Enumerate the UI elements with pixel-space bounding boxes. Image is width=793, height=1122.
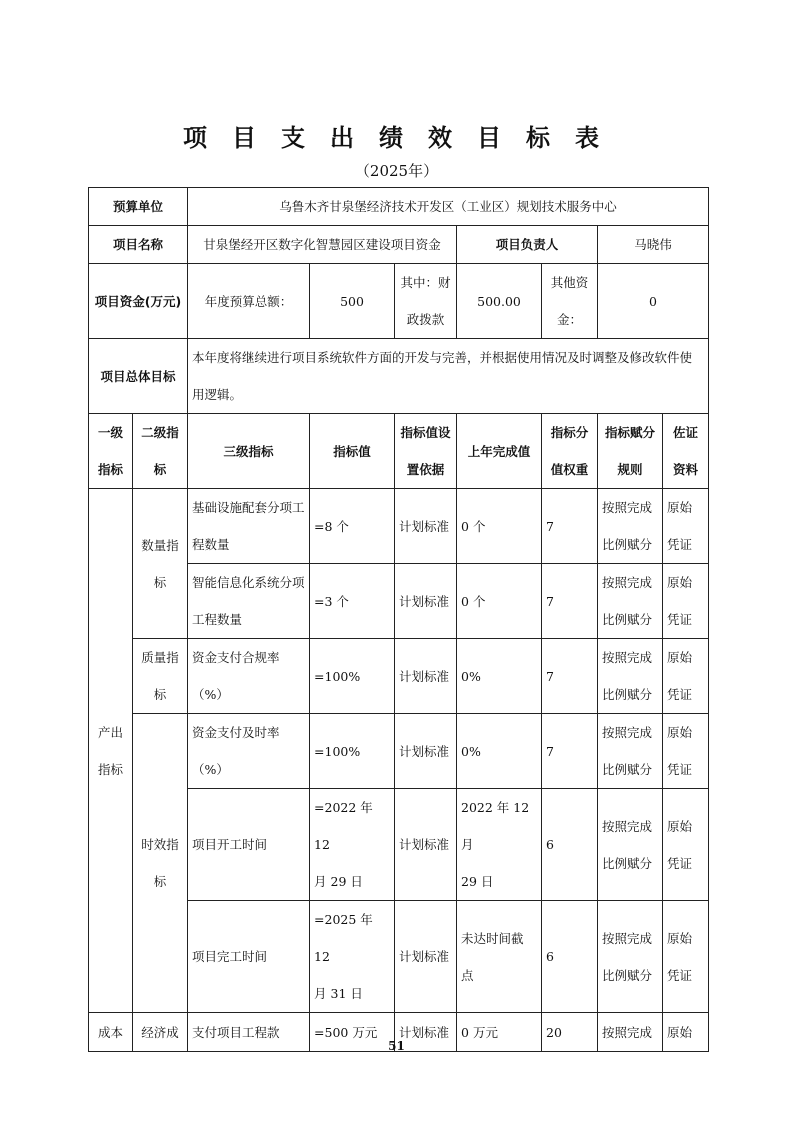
page-subtitle-year: （2025年） [354,162,439,180]
page-number: 51 [388,1039,405,1053]
row-value: =100% [310,639,395,714]
row-evidence: 原始 凭证 [663,714,709,789]
output-indicator-label: 产出 指标 [89,489,133,1013]
row-evidence: 原始 凭证 [663,489,709,564]
fiscal-label: 其中：财 政拨款 [395,264,457,339]
row-last-year: 0 万元 [457,1013,542,1052]
header-value: 指标值 [310,414,395,489]
quality-indicator-label: 质量指 标 [133,639,188,714]
overall-goal-label: 项目总体目标 [89,339,188,414]
project-name-label: 项目名称 [89,226,188,264]
row-evidence: 原始 凭证 [663,564,709,639]
row-last-year: 0% [457,714,542,789]
table-row [89,714,709,789]
annual-budget-value: 500 [310,264,395,339]
row-value: =3 个 [310,564,395,639]
row-rule: 按照完成 比例赋分 [598,639,663,714]
row-evidence: 原始 凭证 [663,901,709,1013]
annual-budget-label: 年度预算总额： [188,264,310,339]
budget-unit-label: 预算单位 [89,188,188,226]
row-value: =8 个 [310,489,395,564]
row-rule: 按照完成 比例赋分 [598,489,663,564]
row-value: =2022 年 12 月 29 日 [310,789,395,901]
project-leader-label: 项目负责人 [457,226,598,264]
row-weight: 20 [542,1013,598,1052]
performance-goals-table [88,187,709,1052]
row-evidence: 原始 凭证 [663,639,709,714]
row-weight: 6 [542,901,598,1013]
row-name: 项目完工时间 [188,901,310,1013]
row-name: 项目开工时间 [188,789,310,901]
row-basis: 计划标准 [395,564,457,639]
row-last-year: 未达时间截 点 [457,901,542,1013]
row-basis: 计划标准 [395,489,457,564]
row-name: 资金支付及时率（%） [188,714,310,789]
row-basis: 计划标准 [395,789,457,901]
row-last-year: 0 个 [457,564,542,639]
row-value: =500 万元 [310,1013,395,1052]
row-name: 基础设施配套分项工 程数量 [188,489,310,564]
overall-goal-value: 本年度将继续进行项目系统软件方面的开发与完善，并根据使用情况及时调整及修改软件使用逻辑。 [188,339,709,414]
row-basis: 计划标准 [395,639,457,714]
row-last-year: 2022 年 12 月 29 日 [457,789,542,901]
row-rule: 按照完成 [598,1013,663,1052]
row-name: 支付项目工程款 [188,1013,310,1052]
header-last-year: 上年完成值 [457,414,542,489]
table-row [89,639,709,714]
cost-indicator-label: 成本 [89,1013,133,1052]
timeliness-indicator-label: 时效指 标 [133,714,188,1013]
row-last-year: 0% [457,639,542,714]
row-weight: 7 [542,714,598,789]
other-funds-label: 其他资 金： [542,264,598,339]
row-evidence: 原始 [663,1013,709,1052]
row-weight: 7 [542,564,598,639]
page-title: 项目支出绩效目标表 [183,124,624,152]
economic-cost-label: 经济成 [133,1013,188,1052]
project-name-value: 甘泉堡经开区数字化智慧园区建设项目资金 [188,226,457,264]
header-level3: 三级指标 [188,414,310,489]
row-name: 资金支付合规率（%） [188,639,310,714]
row-rule: 按照完成 比例赋分 [598,714,663,789]
other-funds-value: 0 [598,264,709,339]
row-last-year: 0 个 [457,489,542,564]
project-leader-value: 马晓伟 [598,226,709,264]
header-weight: 指标分 值权重 [542,414,598,489]
row-basis: 计划标准 [395,714,457,789]
table-row [89,489,709,564]
row-basis: 计划标准 [395,1013,457,1052]
row-name: 智能信息化系统分项 工程数量 [188,564,310,639]
header-basis: 指标值设 置依据 [395,414,457,489]
funds-label: 项目资金(万元) [89,264,188,339]
row-rule: 按照完成 比例赋分 [598,901,663,1013]
row-basis: 计划标准 [395,901,457,1013]
row-rule: 按照完成 比例赋分 [598,789,663,901]
row-weight: 6 [542,789,598,901]
fiscal-value: 500.00 [457,264,542,339]
header-level2: 二级指 标 [133,414,188,489]
budget-unit-value: 乌鲁木齐甘泉堡经济技术开发区（工业区）规划技术服务中心 [188,188,709,226]
row-value: =100% [310,714,395,789]
row-weight: 7 [542,489,598,564]
quantity-indicator-label: 数量指 标 [133,489,188,639]
row-evidence: 原始 凭证 [663,789,709,901]
header-level1: 一级 指标 [89,414,133,489]
header-evidence: 佐证 资料 [663,414,709,489]
row-value: =2025 年 12 月 31 日 [310,901,395,1013]
header-rule: 指标赋分 规则 [598,414,663,489]
row-rule: 按照完成 比例赋分 [598,564,663,639]
row-weight: 7 [542,639,598,714]
